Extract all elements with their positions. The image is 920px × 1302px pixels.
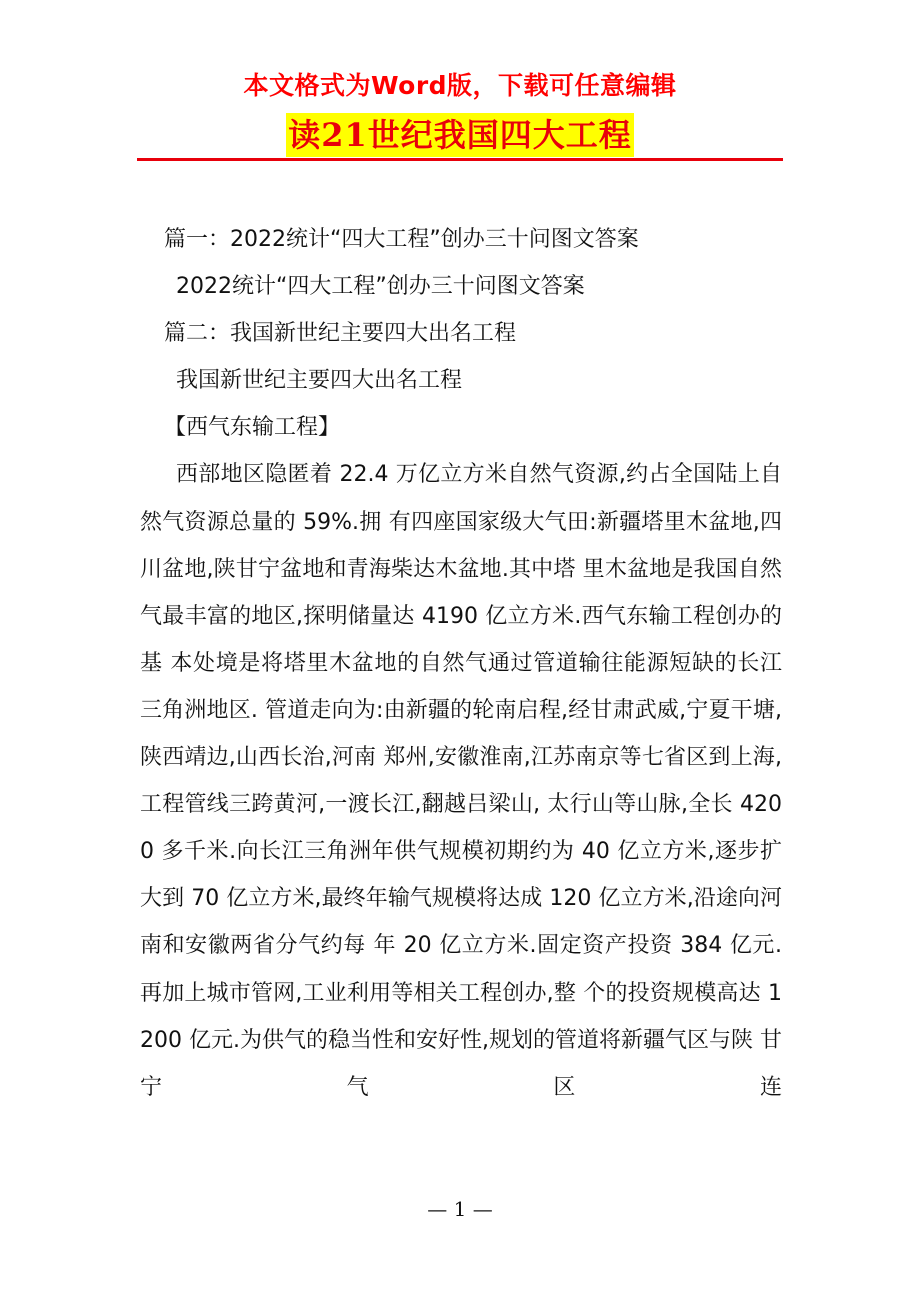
body-paragraph: 西部地区隐匿着 22.4 万亿立方米自然气资源,约占全国陆上自然气资源总量的 59%.拥 有四座国家级大气田:新疆塔里木盆地,四川盆地,陕甘宁盆地和青海柴达木盆地.其中塔 里木盆地是我国自然气最丰富的地区,探明储量达 4190 亿立方米.西气东输工程创办的基 本处境是将塔里木盆地的自然气通过管道输往能源短缺的长江三角洲地区. 管道走向为:由新疆的轮南启程,经甘肃武威,宁夏干塘,陕西靖边,山西长治,河南 郑州,安徽淮南,江苏南京等七省区到上海,工程管线三跨黄河,一渡长江,翻越吕梁山, 太行山等山脉,全长 4200 多千米.向长江三角洲年供气规模初期约为 40 亿立方米,逐步扩 大到 70 亿立方米,最终年输气规模将达成 120 亿立方米,沿途向河南和安徽两省分气约每 年 20 亿立方米.固定资产投资 384 亿元.再加上城市管网,工业利用等相关工程创办,整 个的投资规模高达 1200 亿元.为供气的稳当性和安好性,规划的管道将新疆气区与陕 甘宁气区连 [140,462,782,1100]
page-number: — 1 — [427,1197,493,1221]
heading-part-one: 篇一：2022统计“四大工程”创办三十问图文答案 [164,227,639,252]
document-body [140,216,782,1111]
format-notice-banner: 本文格式为Word版，下载可任意编辑 [243,71,677,100]
title-divider [137,158,783,161]
title-container [0,113,920,157]
section-heading: 【西气东输工程】 [164,415,341,441]
heading-part-two: 篇二：我国新世纪主要四大出名工程 [164,321,517,347]
subheading-part-one: 2022统计“四大工程”创办三十问图文答案 [176,274,585,300]
subheading-part-two: 我国新世纪主要四大出名工程 [176,368,463,394]
document-title: 读21世纪我国四大工程 [286,113,634,157]
